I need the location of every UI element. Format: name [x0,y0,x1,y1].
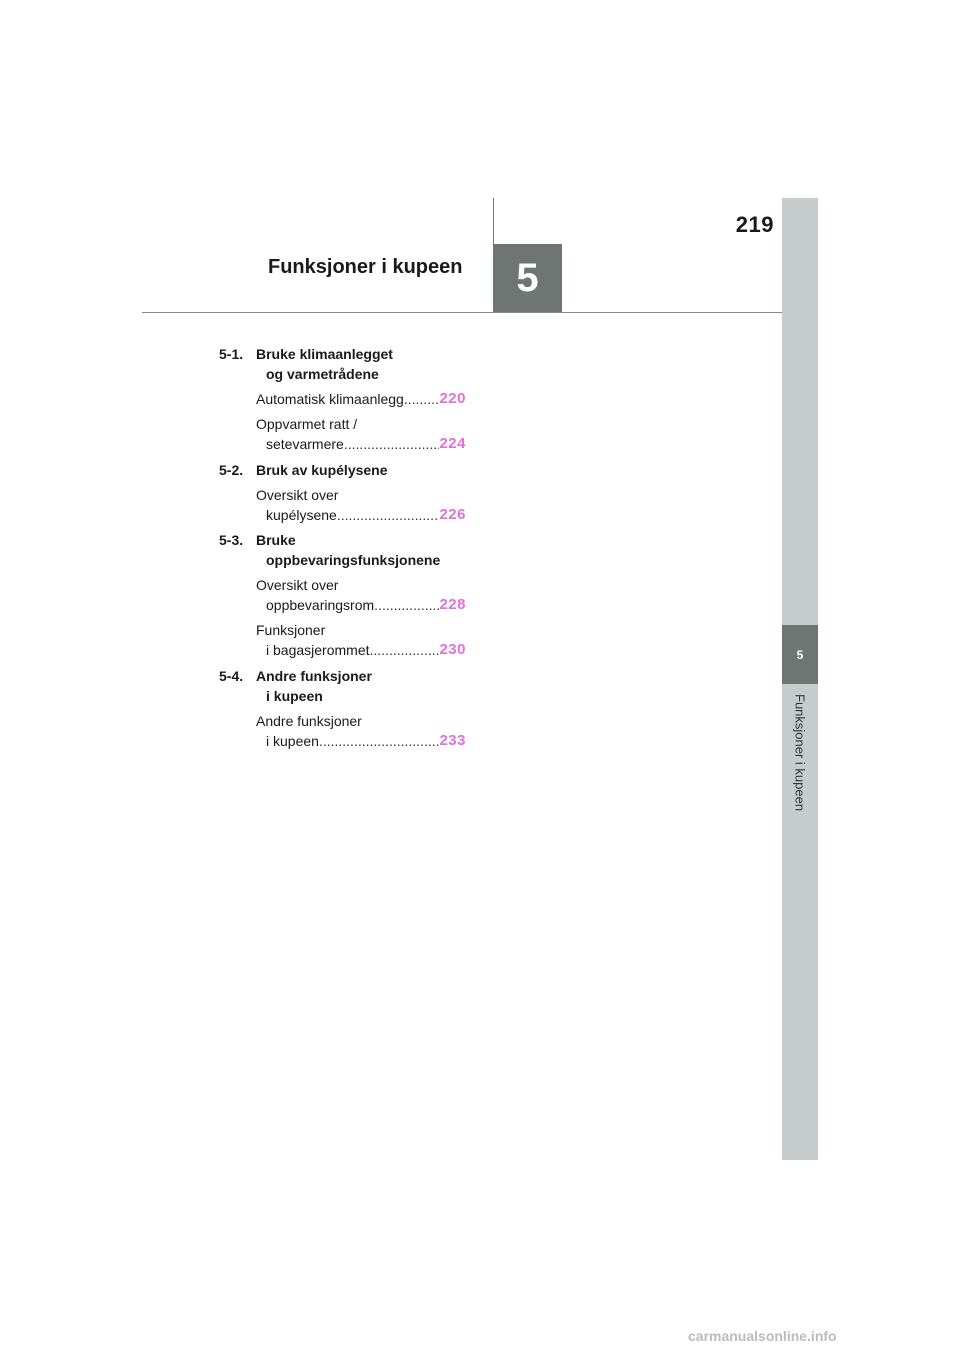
page-link[interactable]: 226 [439,506,466,523]
divider-vertical [493,198,494,244]
page-link[interactable]: 220 [439,390,466,407]
section-title [256,344,393,384]
toc-entry[interactable] [256,389,466,409]
toc-entry-text: i bagasjerommet [266,642,370,658]
toc-entry-text: oppbevaringsrom [266,597,375,613]
section-title [256,530,440,570]
side-tab-label: Funksjoner i kupeen [792,694,808,812]
toc-entry[interactable] [256,575,466,615]
dot-leader [319,731,440,751]
page-link[interactable]: 230 [439,641,466,658]
toc-entry-text: Andre funksjoner [256,713,362,729]
toc-entry[interactable] [256,711,466,751]
toc-entry[interactable] [256,414,466,454]
chapter-number-box: 5 [493,244,562,313]
section-number: 5-1. [219,346,244,362]
toc-entry-text: Automatisk klimaanlegg [256,391,404,407]
header-rule [142,312,782,313]
page-link[interactable]: 233 [439,732,466,749]
toc-entry-text: Oversikt over [256,577,339,593]
toc-entry-text: i kupeen [266,733,319,749]
dot-leader [374,595,439,615]
section-title [256,666,372,706]
section-title-line: Bruk av kupélysene [256,462,388,478]
dot-leader [344,434,440,454]
section-title-line: i kupeen [266,688,323,704]
section-number: 5-3. [219,532,244,548]
section-title-line: Bruke klimaanlegget [256,346,393,362]
section-title-line: Bruke [256,532,296,548]
section-number: 5-4. [219,668,244,684]
page-number: 219 [735,212,774,237]
toc-entry-text: Oppvarmet ratt / [256,416,358,432]
dot-leader [370,640,440,660]
dot-leader [337,505,440,525]
section-title-line: Andre funksjoner [256,668,372,684]
page-link[interactable]: 224 [439,435,466,452]
dot-leader [404,389,440,409]
section-title-line: og varmetrådene [266,366,379,382]
section-title [256,460,388,480]
watermark-logo[interactable]: carmanualsonline.info [688,1328,837,1344]
side-tab-chapter[interactable]: 5 [782,625,818,684]
chapter-title: Funksjoner i kupeen [268,256,463,278]
toc-entry-text: Oversikt over [256,487,339,503]
toc-entry[interactable] [256,485,466,525]
section-number: 5-2. [219,462,244,478]
toc-entry-text: Funksjoner [256,622,326,638]
toc-entry-text: setevarmere [266,436,344,452]
toc-entry-text: kupélysene [266,507,337,523]
toc-entry[interactable] [256,620,466,660]
page-link[interactable]: 228 [439,596,466,613]
section-title-line: oppbevaringsfunksjonene [266,552,441,568]
